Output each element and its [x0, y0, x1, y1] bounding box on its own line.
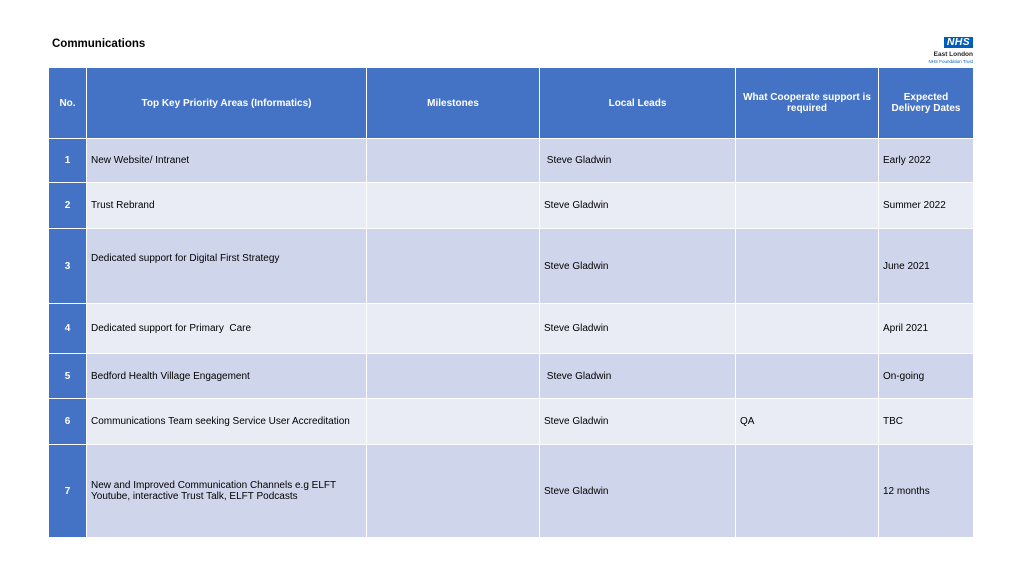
row-number: 3 [49, 229, 87, 304]
row-support [736, 229, 879, 304]
row-area-text: Dedicated support for Digital First Strategy [91, 252, 280, 264]
table-header-row [49, 68, 974, 139]
header-milestones: Milestones [367, 68, 540, 139]
row-support [736, 139, 879, 183]
nhs-logo-sub: NHS Foundation Trust [928, 59, 973, 64]
row-lead: Steve Gladwin [540, 229, 736, 304]
row-date: Summer 2022 [879, 183, 974, 229]
row-support: QA [736, 399, 879, 445]
row-number: 2 [49, 183, 87, 229]
table-row [49, 445, 974, 538]
row-milestones [367, 354, 540, 399]
header-support-required: What Cooperate support is required [736, 68, 879, 139]
header-local-leads: Local Leads [540, 68, 736, 139]
table-row [49, 139, 974, 183]
row-area: Communications Team seeking Service User Accreditation [87, 399, 367, 445]
row-support [736, 304, 879, 354]
row-lead: Steve Gladwin [540, 445, 736, 538]
row-area: New and Improved Communication Channels e.g ELFT Youtube, interactive Trust Talk, ELFT Podcasts [87, 445, 367, 538]
row-area: Trust Rebrand [87, 183, 367, 229]
row-milestones [367, 183, 540, 229]
row-date: June 2021 [879, 229, 974, 304]
row-lead: Steve Gladwin [540, 183, 736, 229]
row-milestones [367, 445, 540, 538]
table-row [49, 183, 974, 229]
nhs-logo [913, 32, 973, 65]
row-milestones [367, 139, 540, 183]
row-date: On-going [879, 354, 974, 399]
row-lead: Steve Gladwin [540, 399, 736, 445]
row-date: April 2021 [879, 304, 974, 354]
header-priority-areas: Top Key Priority Areas (Informatics) [87, 68, 367, 139]
row-number: 7 [49, 445, 87, 538]
row-milestones [367, 229, 540, 304]
priority-table [48, 67, 974, 538]
row-support [736, 445, 879, 538]
row-milestones [367, 304, 540, 354]
row-lead: Steve Gladwin [540, 354, 736, 399]
nhs-logo-org: East London [933, 51, 973, 58]
table-row [49, 304, 974, 354]
row-number: 4 [49, 304, 87, 354]
header-no: No. [49, 68, 87, 139]
row-date: TBC [879, 399, 974, 445]
row-date: 12 months [879, 445, 974, 538]
row-area [87, 229, 367, 304]
row-date: Early 2022 [879, 139, 974, 183]
row-area: New Website/ Intranet [87, 139, 367, 183]
row-number: 5 [49, 354, 87, 399]
nhs-logo-mark: NHS [944, 37, 973, 48]
table-row [49, 229, 974, 304]
row-number: 1 [49, 139, 87, 183]
row-lead: Steve Gladwin [540, 139, 736, 183]
table-row [49, 399, 974, 445]
row-support [736, 354, 879, 399]
table-row [49, 354, 974, 399]
row-area: Dedicated support for Primary Care [87, 304, 367, 354]
row-milestones [367, 399, 540, 445]
header-delivery-dates: Expected Delivery Dates [879, 68, 974, 139]
page-title: Communications [52, 38, 146, 50]
row-lead: Steve Gladwin [540, 304, 736, 354]
row-number: 6 [49, 399, 87, 445]
row-area: Bedford Health Village Engagement [87, 354, 367, 399]
row-support [736, 183, 879, 229]
